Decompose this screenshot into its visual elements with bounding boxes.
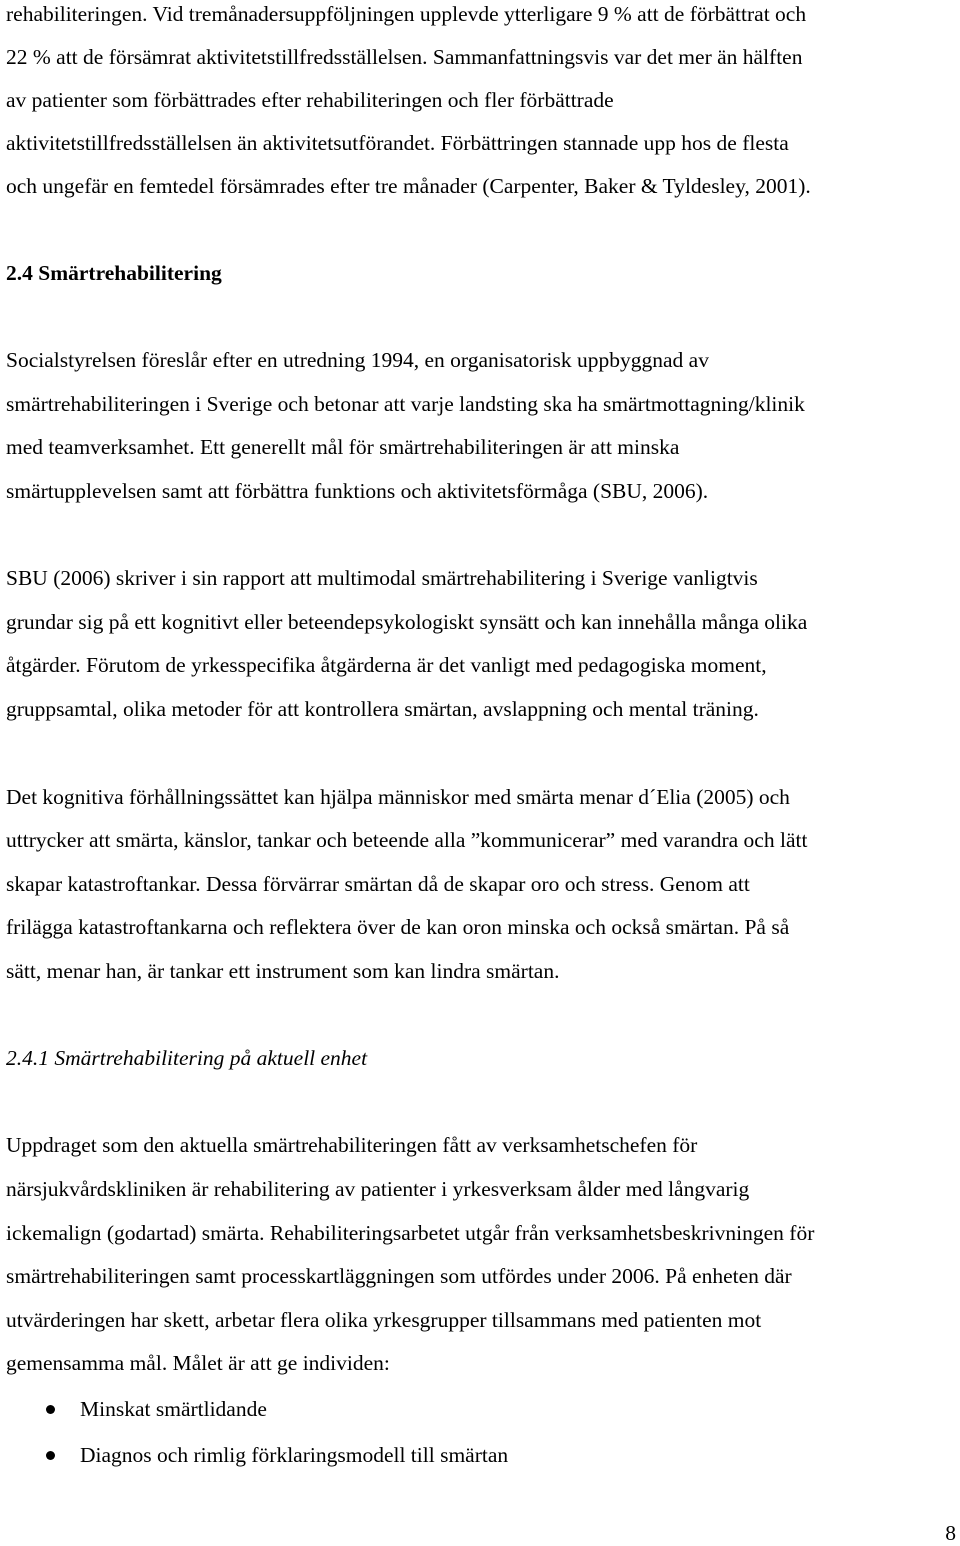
paragraph-line: närsjukvårdskliniken är rehabilitering av patienter i yrkesverksam ålder med långvarig bbox=[6, 1177, 750, 1201]
paragraph-line: smärtrehabiliteringen i Sverige och betonar att varje landsting ska ha smärtmottagning/klinik bbox=[6, 392, 805, 416]
paragraph-line: av patienter som förbättrades efter rehabiliteringen och fler förbättrade bbox=[6, 88, 614, 112]
paragraph-line: sätt, menar han, är tankar ett instrument som kan lindra smärtan. bbox=[6, 959, 560, 983]
list-item-text: Minskat smärtlidande bbox=[80, 1397, 267, 1421]
paragraph-line: aktivitetstillfredsställelsen än aktivitetsutförandet. Förbättringen stannade upp hos de flesta bbox=[6, 131, 789, 155]
paragraph-line: Uppdraget som den aktuella smärtrehabiliteringen fått av verksamhetschefen för bbox=[6, 1133, 698, 1157]
paragraph-line: gemensamma mål. Målet är att ge individen: bbox=[6, 1351, 390, 1375]
paragraph-line: åtgärder. Förutom de yrkesspecifika åtgärderna är det vanligt med pedagogiska moment, bbox=[6, 653, 767, 677]
list-item-text: Diagnos och rimlig förklaringsmodell till smärtan bbox=[80, 1443, 509, 1467]
paragraph-line: gruppsamtal, olika metoder för att kontrollera smärtan, avslappning och mental träning. bbox=[6, 697, 759, 721]
paragraph-line: uttrycker att smärta, känslor, tankar och beteende alla ”kommunicerar” med varandra och lätt bbox=[6, 828, 808, 852]
paragraph-line: grundar sig på ett kognitivt eller beteendepsykologiskt synsätt och kan innehålla många olika bbox=[6, 610, 808, 634]
paragraph-line: med teamverksamhet. Ett generellt mål för smärtrehabiliteringen är att minska bbox=[6, 435, 680, 459]
paragraph-line: ickemalign (godartad) smärta. Rehabiliteringsarbetet utgår från verksamhetsbeskrivningen för bbox=[6, 1221, 815, 1245]
page-number: 8 bbox=[945, 1521, 956, 1545]
bullet-icon bbox=[46, 1451, 55, 1460]
paragraph-line: SBU (2006) skriver i sin rapport att multimodal smärtrehabilitering i Sverige vanligtvis bbox=[6, 566, 758, 590]
paragraph-line: 22 % att de försämrat aktivitetstillfredsställelsen. Sammanfattningsvis var det mer än hälften bbox=[6, 45, 803, 69]
paragraph-line: och ungefär en femtedel försämrades efter tre månader (Carpenter, Baker & Tyldesley, 2001). bbox=[6, 174, 811, 198]
paragraph-line: frilägga katastroftankarna och reflektera över de kan oron minska och också smärtan. På så bbox=[6, 915, 790, 939]
paragraph-line: skapar katastroftankar. Dessa förvärrar smärtan då de skapar oro och stress. Genom att bbox=[6, 872, 750, 896]
subsection-heading: 2.4.1 Smärtrehabilitering på aktuell enhet bbox=[6, 1046, 368, 1070]
bullet-icon bbox=[46, 1405, 55, 1414]
paragraph-line: Det kognitiva förhållningssättet kan hjälpa människor med smärta menar d´Elia (2005) och bbox=[6, 785, 790, 809]
paragraph-line: smärtrehabiliteringen samt processkartläggningen som utfördes under 2006. På enheten där bbox=[6, 1264, 792, 1288]
paragraph-line: utvärderingen har skett, arbetar flera olika yrkesgrupper tillsammans med patienten mot bbox=[6, 1308, 762, 1332]
section-heading: 2.4 Smärtrehabilitering bbox=[6, 261, 222, 285]
paragraph-line: rehabiliteringen. Vid tremånadersuppföljningen upplevde ytterligare 9 % att de förbättrat och bbox=[6, 2, 807, 26]
paragraph-line: Socialstyrelsen föreslår efter en utredning 1994, en organisatorisk uppbyggnad av bbox=[6, 348, 709, 372]
paragraph-line: smärtupplevelsen samt att förbättra funktions och aktivitetsförmåga (SBU, 2006). bbox=[6, 479, 709, 503]
